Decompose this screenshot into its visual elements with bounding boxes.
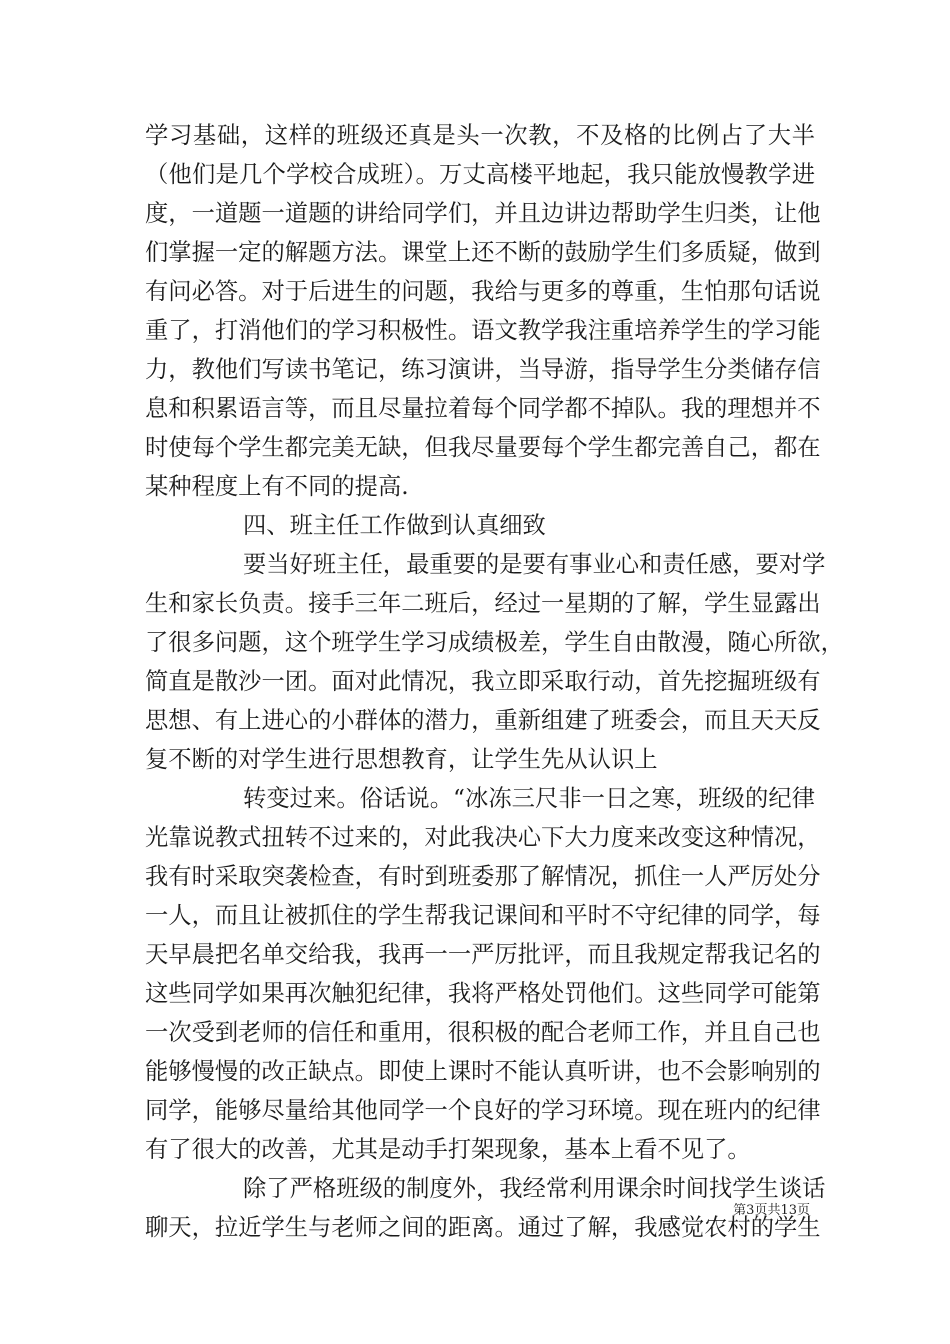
text-line: 除了严格班级的制度外，我经常利用课余时间找学生谈话 [243,1175,826,1202]
text-line: 聊天，拉近学生与老师之间的距离。通过了解，我感觉农村的学生 [145,1214,821,1241]
text-line: 们掌握一定的解题方法。课堂上还不断的鼓励学生们多质疑，做到 [145,239,821,266]
text-line: 一次受到老师的信任和重用，很积极的配合老师工作，并且自己也 [145,1019,821,1046]
text-line: 了很多问题，这个班学生学习成绩极差，学生自由散漫，随心所欲， [145,629,844,656]
text-line: 有了很大的改善，尤其是动手打架现象，基本上看不见了。 [145,1136,751,1163]
text-line: 转变过来。俗话说。“冰冻三尺非一日之寒，班级的纪律 [243,785,815,812]
text-line: 一人，而且让被抓住的学生帮我记课间和平时不守纪律的同学，每 [145,902,821,929]
text-line: 重了，打消他们的学习积极性。语文教学我注重培养学生的学习能 [145,317,821,344]
text-line: 同学，能够尽量给其他同学一个良好的学习环境。现在班内的纪律 [145,1097,821,1124]
text-line: 光靠说教式扭转不过来的，对此我决心下大力度来改变这种情况， [145,824,821,851]
text-line: 时使每个学生都完美无缺，但我尽量要每个学生都完善自己，都在 [145,434,821,461]
text-line: 四、班主任工作做到认真细致 [243,512,546,539]
text-line: 复不断的对学生进行思想教育，让学生先从认识上 [145,746,658,773]
text-line: 有问必答。对于后进生的问题，我给与更多的尊重，生怕那句话说 [145,278,821,305]
text-line: 力，教他们写读书笔记，练习演讲，当导游，指导学生分类储存信 [145,356,821,383]
text-line: 能够慢慢的改正缺点。即使上课时不能认真听讲，也不会影响别的 [145,1058,821,1085]
text-line: 我有时采取突袭检查，有时到班委那了解情况，抓住一人严厉处分 [145,863,821,890]
text-line: 这些同学如果再次触犯纪律，我将严格处罚他们。这些同学可能第 [145,980,821,1007]
text-line: 简直是散沙一团。面对此情况，我立即采取行动，首先挖掘班级有 [145,668,821,695]
text-line: （他们是几个学校合成班）。万丈高楼平地起，我只能放慢教学进 [145,161,815,188]
text-line: 天早晨把名单交给我，我再一一严厉批评，而且我规定帮我记名的 [145,941,821,968]
text-line: 要当好班主任，最重要的是要有事业心和责任感，要对学 [243,551,826,578]
text-line: 某种程度上有不同的提高. [145,473,409,500]
text-line: 生和家长负责。接手三年二班后，经过一星期的了解，学生显露出 [145,590,821,617]
text-line: 学习基础，这样的班级还真是头一次教，不及格的比例占了大半 [145,122,815,149]
page-number-footer: 第3页共13页 [733,1203,810,1218]
text-line: 思想、有上进心的小群体的潜力，重新组建了班委会，而且天天反 [145,707,821,734]
document-body [145,116,844,1247]
text-line: 息和积累语言等，而且尽量拉着每个同学都不掉队。我的理想并不 [145,395,821,422]
text-line: 度，一道题一道题的讲给同学们，并且边讲边帮助学生归类，让他 [145,200,821,227]
